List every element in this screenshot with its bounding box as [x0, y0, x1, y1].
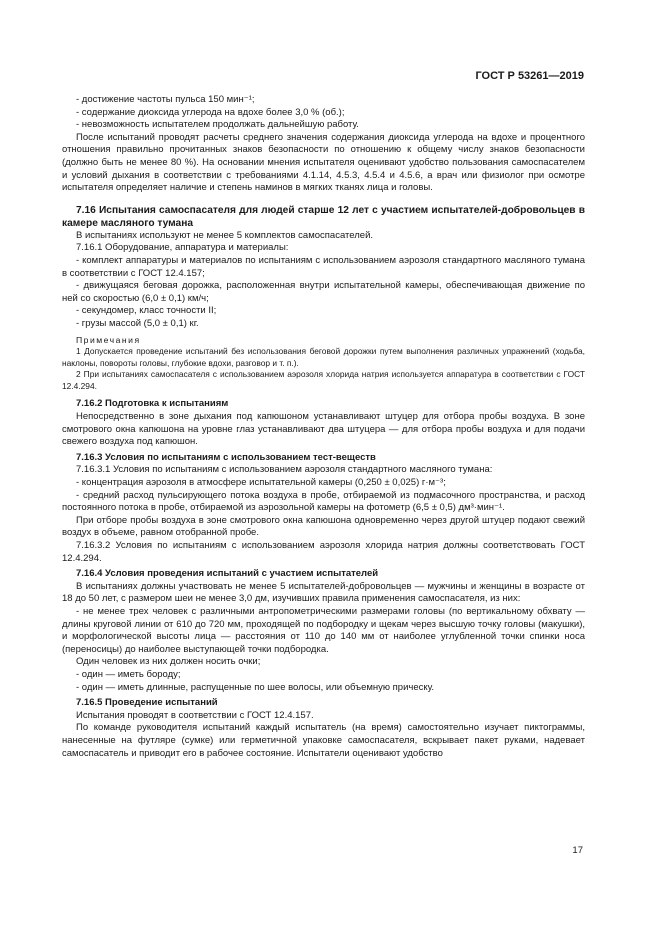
paragraph: Один человек из них должен носить очки; [76, 656, 261, 668]
list-item: - достижение частоты пульса 150 мин⁻¹; [76, 94, 255, 105]
list-item: - один — иметь бороду; [76, 668, 181, 680]
paragraph: 7.16.3.2 Условия по испытаниям с использованием аэрозоля хлорида натрия должны соответствовать ГОСТ 12.4.294. [62, 540, 585, 564]
paragraph: 7.16.1 Оборудование, аппаратура и материалы: [76, 242, 289, 254]
paragraph: После испытаний проводят расчеты среднего значения содержания диоксида углерода на вдохе и процентного отношения правильно прочитанных знаков безопасности по отношению к общему числу знаков безопасности (должно быть не менее 80 %). На основании мнения испытателя оценивают удобство пользования самоспасателем и условий дыхания в соответствии с требованиями 4.1.14, 4.5.3, 4.5.4 и 4.5.6, а врач или физиолог при осмотре испытателя определяет наличие и степень наминов в мягких тканях лица и головы. [62, 131, 585, 194]
list-item: - не менее трех человек с различными антропометрическими размерами головы (по вертикальному обхвату — длины круговой линии от 610 до 720 мм, проходящей по подбородку и щекам через высшую точку головы (макушки), и морфологической высоты лица — расстояния от 110 до 140 мм от наиболее углубленной точки спинки носа (переносицы) до наиболее выступающей точки подбородка. [62, 605, 585, 655]
paragraph: При отборе пробы воздуха в зоне смотрового окна капюшона одновременно через другой штуцер подают свежий воздух в объеме, равном отобранной пробе. [62, 514, 585, 539]
list-item: - движущаяся беговая дорожка, расположенная внутри испытательной камеры, обеспечивающая движение по ней со скоростью (6,0 ± 0,1) км/ч; [62, 280, 585, 304]
list-item: - комплект аппаратуры и материалов по испытаниям с использованием аэрозоля стандартного масляного тумана в соответствии с ГОСТ 12.4.157; [62, 254, 585, 279]
list-item: - секундомер, класс точности II; [76, 305, 217, 317]
paragraph: Непосредственно в зоне дыхания под капюшоном устанавливают штуцер для отбора пробы воздуха. В зоне смотрового окна капюшона на уровне глаз устанавливают два штуцера — для отбора пробы воздуха и для подачи свежего воздуха под капюшон. [62, 411, 585, 448]
list-item: - содержание диоксида углерода на вдохе более 3,0 % (об.); [76, 106, 345, 118]
paragraph: Испытания проводят в соответствии с ГОСТ 12.4.157. [76, 709, 314, 721]
list-item: - грузы массой (5,0 ± 0,1) кг. [76, 317, 199, 329]
note-item: 2 При испытаниях самоспасателя с использованием аэрозоля хлорида натрия используется аппаратура в соответствии с ГОСТ 12.4.294. [62, 369, 585, 391]
document-header: ГОСТ Р 53261—2019 [475, 70, 584, 82]
document-body [62, 94, 585, 760]
paragraph: По команде руководителя испытаний каждый испытатель (на время) самостоятельно изучает пиктограммы, нанесенные на футляре (сумке) или герметичной упаковке самоспасателя, вскрывает пакет руками, надевает самоспасатель и приводит его в рабочее состояние. Испытатели оценивают удобство [62, 722, 585, 759]
subsection-heading: 7.16.4 Условия проведения испытаний с участием испытателей [76, 568, 379, 580]
page-number: 17 [572, 845, 583, 856]
list-item: - средний расход пульсирующего потока воздуха в пробе, отбираемой из подмасочного пространства, и расход постоянного потока в пробе, отбираемой из аэрозольной камеры на фотометр (6,5 ± 0,5) дм³·мин⁻¹. [62, 489, 585, 514]
list-item: - концентрация аэрозоля в атмосфере испытательной камеры (0,250 ± 0,025) г·м⁻³; [76, 477, 446, 489]
notes-title: Примечания [76, 334, 141, 345]
note-item: 1 Допускается проведение испытаний без использования беговой дорожки путем выполнения различных упражнений (ходьба, наклоны, повороты головы, глубокие вдохи, разговор и т. п.). [62, 346, 585, 368]
subsection-heading: 7.16.5 Проведение испытаний [76, 697, 218, 709]
paragraph: 7.16.3.1 Условия по испытаниям с использованием аэрозоля стандартного масляного тумана: [76, 464, 493, 476]
list-item: - невозможность испытателем продолжать дальнейшую работу. [76, 119, 359, 131]
section-heading: 7.16 Испытания самоспасателя для людей старше 12 лет с участием испытателей-добровольцев в камере масляного тумана [62, 204, 585, 229]
subsection-heading: 7.16.3 Условия по испытаниям с использованием тест-веществ [76, 451, 376, 463]
list-item: - один — иметь длинные, распущенные по шее волосы, или объемную прическу. [76, 681, 435, 693]
paragraph: В испытаниях должны участвовать не менее 5 испытателей-добровольцев — мужчины и женщины в возрасте от 18 до 50 лет, с размером шеи не менее 3,0 дм, изучивших правила применения самоспасателя, из них: [62, 580, 585, 605]
paragraph: В испытаниях используют не менее 5 комплектов самоспасателей. [76, 229, 374, 241]
subsection-heading: 7.16.2 Подготовка к испытаниям [76, 398, 229, 410]
